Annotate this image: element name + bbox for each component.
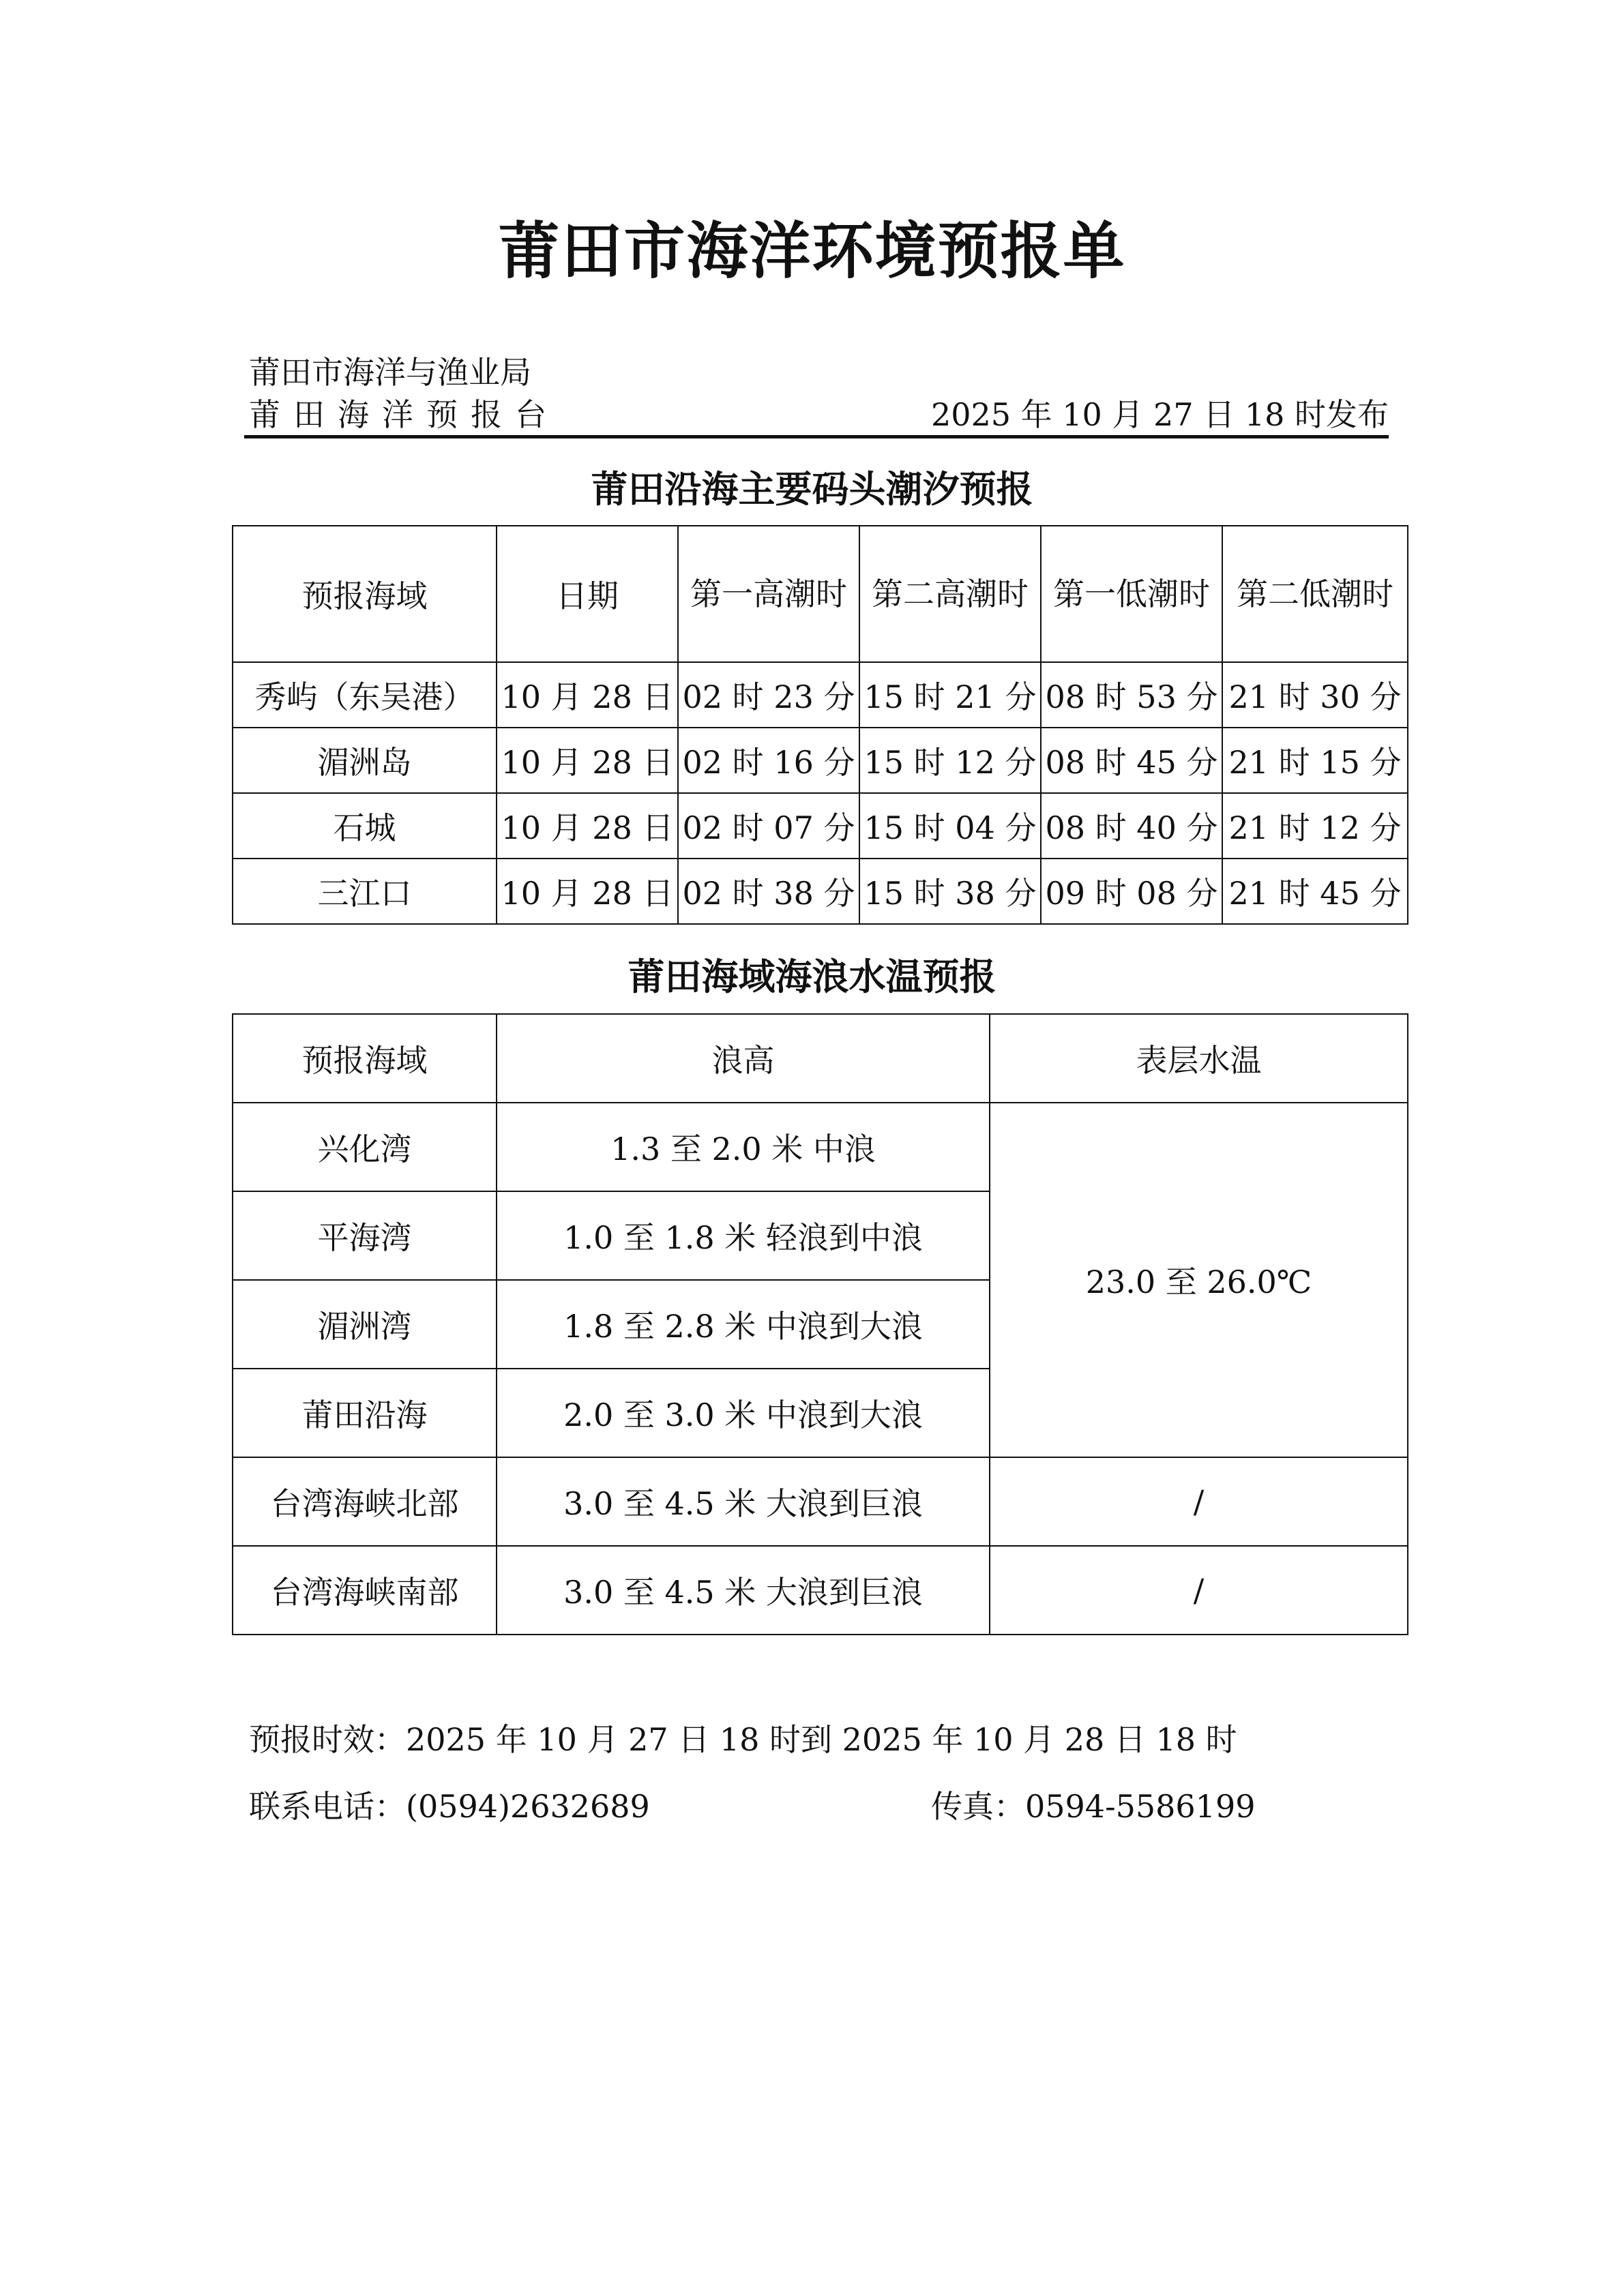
header-cell: 第二高潮时 <box>859 526 1041 662</box>
wave-height-cell: 3.0 至 4.5 米 大浪到巨浪 <box>497 1457 990 1546</box>
area-cell: 平海湾 <box>233 1191 497 1280</box>
table-row <box>233 1457 1408 1546</box>
wave-height-cell: 2.0 至 3.0 米 中浪到大浪 <box>497 1369 990 1457</box>
station-cell: 秀屿（东吴港） <box>233 662 497 728</box>
table-row <box>233 1546 1408 1635</box>
date-cell: 10 月 28 日 <box>497 793 678 859</box>
header-cell: 预报海域 <box>233 1014 497 1103</box>
area-cell: 台湾海峡北部 <box>233 1457 497 1546</box>
time-cell: 15 时 21 分 <box>859 662 1041 728</box>
time-cell: 08 时 53 分 <box>1041 662 1222 728</box>
wave-height-cell: 1.3 至 2.0 米 中浪 <box>497 1103 990 1191</box>
wave-temp-table <box>232 1013 1408 1635</box>
wave-section-title: 莆田海域海浪水温预报 <box>628 955 996 998</box>
wave-height-cell: 1.8 至 2.8 米 中浪到大浪 <box>497 1280 990 1369</box>
header-cell: 预报海域 <box>233 526 497 662</box>
time-cell: 15 时 38 分 <box>859 859 1041 924</box>
station-cell: 湄洲岛 <box>233 728 497 793</box>
water-temp-cell: 23.0 至 26.0℃ <box>990 1103 1408 1457</box>
time-cell: 02 时 23 分 <box>678 662 859 728</box>
time-cell: 08 时 45 分 <box>1041 728 1222 793</box>
header-cell: 第二低潮时 <box>1222 526 1408 662</box>
table-header-row <box>233 526 1408 662</box>
tide-section-title: 莆田沿海主要码头潮汐预报 <box>591 467 1033 511</box>
time-cell: 08 时 40 分 <box>1041 793 1222 859</box>
header-cell: 表层水温 <box>990 1014 1408 1103</box>
table-header-row <box>233 1014 1408 1103</box>
time-cell: 02 时 07 分 <box>678 793 859 859</box>
header-cell: 浪高 <box>497 1014 990 1103</box>
header-cell: 日期 <box>497 526 678 662</box>
area-cell: 莆田沿海 <box>233 1369 497 1457</box>
water-temp-cell: / <box>990 1546 1408 1635</box>
time-cell: 21 时 15 分 <box>1222 728 1408 793</box>
station-cell: 三江口 <box>233 859 497 924</box>
time-cell: 15 时 12 分 <box>859 728 1041 793</box>
area-cell: 湄洲湾 <box>233 1280 497 1369</box>
wave-height-cell: 1.0 至 1.8 米 轻浪到中浪 <box>497 1191 990 1280</box>
water-temp-cell: / <box>990 1457 1408 1546</box>
area-cell: 兴化湾 <box>233 1103 497 1191</box>
tide-table <box>232 525 1408 925</box>
time-cell: 15 时 04 分 <box>859 793 1041 859</box>
forecast-validity: 预报时效：2025 年 10 月 27 日 18 时到 2025 年 10 月 28 日 18 时 <box>249 1721 1237 1758</box>
issue-time: 2025 年 10 月 27 日 18 时发布 <box>930 396 1389 433</box>
time-cell: 02 时 16 分 <box>678 728 859 793</box>
date-cell: 10 月 28 日 <box>497 662 678 728</box>
time-cell: 21 时 30 分 <box>1222 662 1408 728</box>
table-row <box>233 1103 1408 1191</box>
date-cell: 10 月 28 日 <box>497 859 678 924</box>
time-cell: 09 时 08 分 <box>1041 859 1222 924</box>
area-cell: 台湾海峡南部 <box>233 1546 497 1635</box>
time-cell: 21 时 12 分 <box>1222 793 1408 859</box>
fax-number: 传真：0594-5586199 <box>931 1788 1256 1825</box>
header-divider <box>244 435 1389 438</box>
table-row <box>233 859 1408 924</box>
wave-height-cell: 3.0 至 4.5 米 大浪到巨浪 <box>497 1546 990 1635</box>
time-cell: 21 时 45 分 <box>1222 859 1408 924</box>
time-cell: 02 时 38 分 <box>678 859 859 924</box>
issuing-agency: 莆田市海洋与渔业局 <box>249 354 531 391</box>
page-title: 莆田市海洋环境预报单 <box>498 215 1126 287</box>
table-row <box>233 662 1408 728</box>
header-cell: 第一高潮时 <box>678 526 859 662</box>
table-row <box>233 793 1408 859</box>
contact-phone: 联系电话：(0594)2632689 <box>249 1788 650 1825</box>
table-row <box>233 728 1408 793</box>
header-cell: 第一低潮时 <box>1041 526 1222 662</box>
forecast-station: 莆田海洋预报台 <box>249 396 559 433</box>
date-cell: 10 月 28 日 <box>497 728 678 793</box>
station-cell: 石城 <box>233 793 497 859</box>
